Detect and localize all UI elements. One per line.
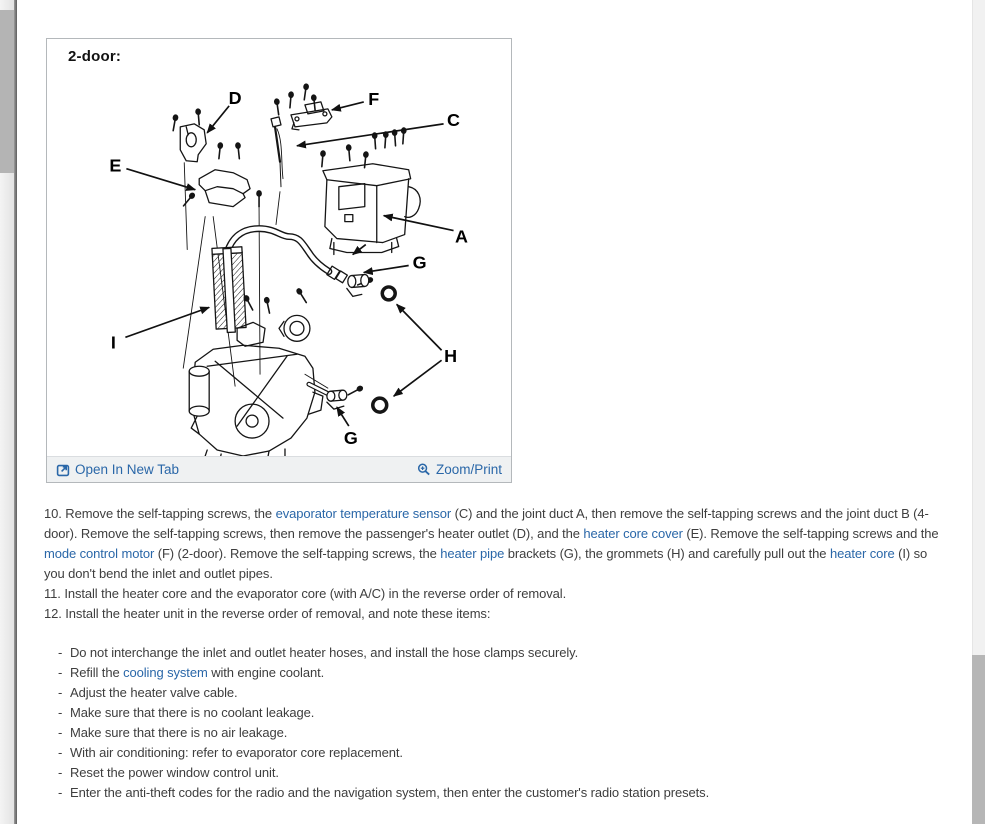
note-dash: - bbox=[58, 785, 63, 800]
text-run: With air conditioning: refer to evaporator core replacement. bbox=[70, 745, 403, 760]
diagram-panel bbox=[46, 38, 512, 483]
text-run: (C) and the joint duct A, then remove the self-tapping screws and the joint duct B (4-door). Remove the self-tapping screws, then remove the passenger's heater outlet (D), and the bbox=[44, 506, 929, 541]
part-label-d: D bbox=[228, 87, 242, 108]
text-run: Enter the anti-theft codes for the radio and the navigation system, then enter the customer's radio station presets. bbox=[70, 785, 710, 800]
note-dash: - bbox=[58, 665, 63, 680]
instruction-step bbox=[44, 604, 941, 624]
text-run: 12. Install the heater unit in the reverse order of removal, and note these items: bbox=[44, 606, 491, 621]
open-in-new-tab-link[interactable] bbox=[56, 462, 179, 477]
text-run: Make sure that there is no air leakage. bbox=[70, 725, 288, 740]
note-text bbox=[70, 763, 941, 783]
note-text bbox=[70, 663, 941, 683]
inline-link[interactable]: evaporator temperature sensor bbox=[275, 506, 452, 521]
note-item bbox=[44, 703, 941, 723]
left-scrollbar-thumb[interactable] bbox=[0, 10, 14, 173]
note-item bbox=[44, 683, 941, 703]
note-item bbox=[44, 723, 941, 743]
inline-link[interactable]: heater pipe bbox=[440, 546, 505, 561]
part-label-i: I bbox=[110, 332, 116, 353]
instruction-steps bbox=[44, 504, 941, 624]
text-run: Do not interchange the inlet and outlet heater hoses, and install the hose clamps securely. bbox=[70, 645, 579, 660]
text-run: 10. Remove the self-tapping screws, the bbox=[44, 506, 276, 521]
instruction-step bbox=[44, 584, 941, 604]
text-run: (F) (2-door). Remove the self-tapping screws, the bbox=[154, 546, 441, 561]
instruction-step bbox=[44, 504, 941, 584]
zoom-print-link[interactable] bbox=[417, 462, 502, 477]
inline-link[interactable]: heater core cover bbox=[583, 526, 683, 541]
note-item bbox=[44, 783, 941, 803]
note-item bbox=[44, 763, 941, 783]
zoom-print-label: Zoom/Print bbox=[435, 462, 502, 477]
note-dash: - bbox=[58, 725, 63, 740]
instructions-section bbox=[44, 504, 941, 803]
diagram-part-outlines bbox=[171, 84, 420, 458]
text-run: brackets (G), the grommets (H) and carefully pull out the bbox=[504, 546, 830, 561]
inline-link[interactable]: cooling system bbox=[123, 665, 208, 680]
note-text bbox=[70, 743, 941, 763]
diagram-part-labels bbox=[109, 88, 468, 448]
note-item bbox=[44, 643, 941, 663]
note-text bbox=[70, 783, 941, 803]
text-run: with engine coolant. bbox=[207, 665, 325, 680]
text-run: (E). Remove the self-tapping screws and the bbox=[682, 526, 939, 541]
part-label-g-upper: G bbox=[412, 252, 427, 273]
zoom-icon bbox=[417, 463, 431, 477]
note-text bbox=[70, 703, 941, 723]
text-run: Reset the power window control unit. bbox=[70, 765, 279, 780]
diagram-leader-arrows bbox=[125, 102, 453, 426]
part-label-h: H bbox=[444, 346, 458, 367]
note-item bbox=[44, 663, 941, 683]
part-label-f: F bbox=[368, 88, 380, 109]
note-item bbox=[44, 743, 941, 763]
diagram-panel-footer bbox=[47, 456, 511, 482]
note-dash: - bbox=[58, 645, 63, 660]
window-divider bbox=[14, 0, 17, 824]
part-label-g-lower: G bbox=[343, 428, 358, 449]
text-run: Refill the bbox=[70, 665, 124, 680]
notes-list bbox=[44, 643, 941, 803]
inline-link[interactable]: mode control motor bbox=[44, 546, 155, 561]
text-run: Make sure that there is no coolant leakage. bbox=[70, 705, 315, 720]
text-run: Adjust the heater valve cable. bbox=[70, 685, 238, 700]
note-dash: - bbox=[58, 705, 63, 720]
open-in-new-tab-icon bbox=[56, 463, 70, 477]
note-dash: - bbox=[58, 765, 63, 780]
note-dash: - bbox=[58, 745, 63, 760]
note-text bbox=[70, 683, 941, 703]
diagram-title: 2-door: bbox=[68, 48, 122, 65]
part-label-c: C bbox=[447, 109, 461, 130]
open-in-new-tab-label: Open In New Tab bbox=[75, 462, 180, 477]
note-dash: - bbox=[58, 685, 63, 700]
heater-unit-exploded-diagram bbox=[47, 67, 511, 458]
text-run: (I) so you don't bend the inlet and outlet pipes. bbox=[44, 546, 928, 581]
part-label-e: E bbox=[109, 155, 122, 176]
text-run: 11. Install the heater core and the evaporator core (with A/C) in the reverse order of removal. bbox=[44, 586, 567, 601]
right-scrollbar-thumb[interactable] bbox=[972, 655, 985, 824]
inline-link[interactable]: heater core bbox=[829, 546, 895, 561]
note-text bbox=[70, 723, 941, 743]
note-text bbox=[70, 643, 941, 663]
part-label-a: A bbox=[455, 226, 469, 247]
